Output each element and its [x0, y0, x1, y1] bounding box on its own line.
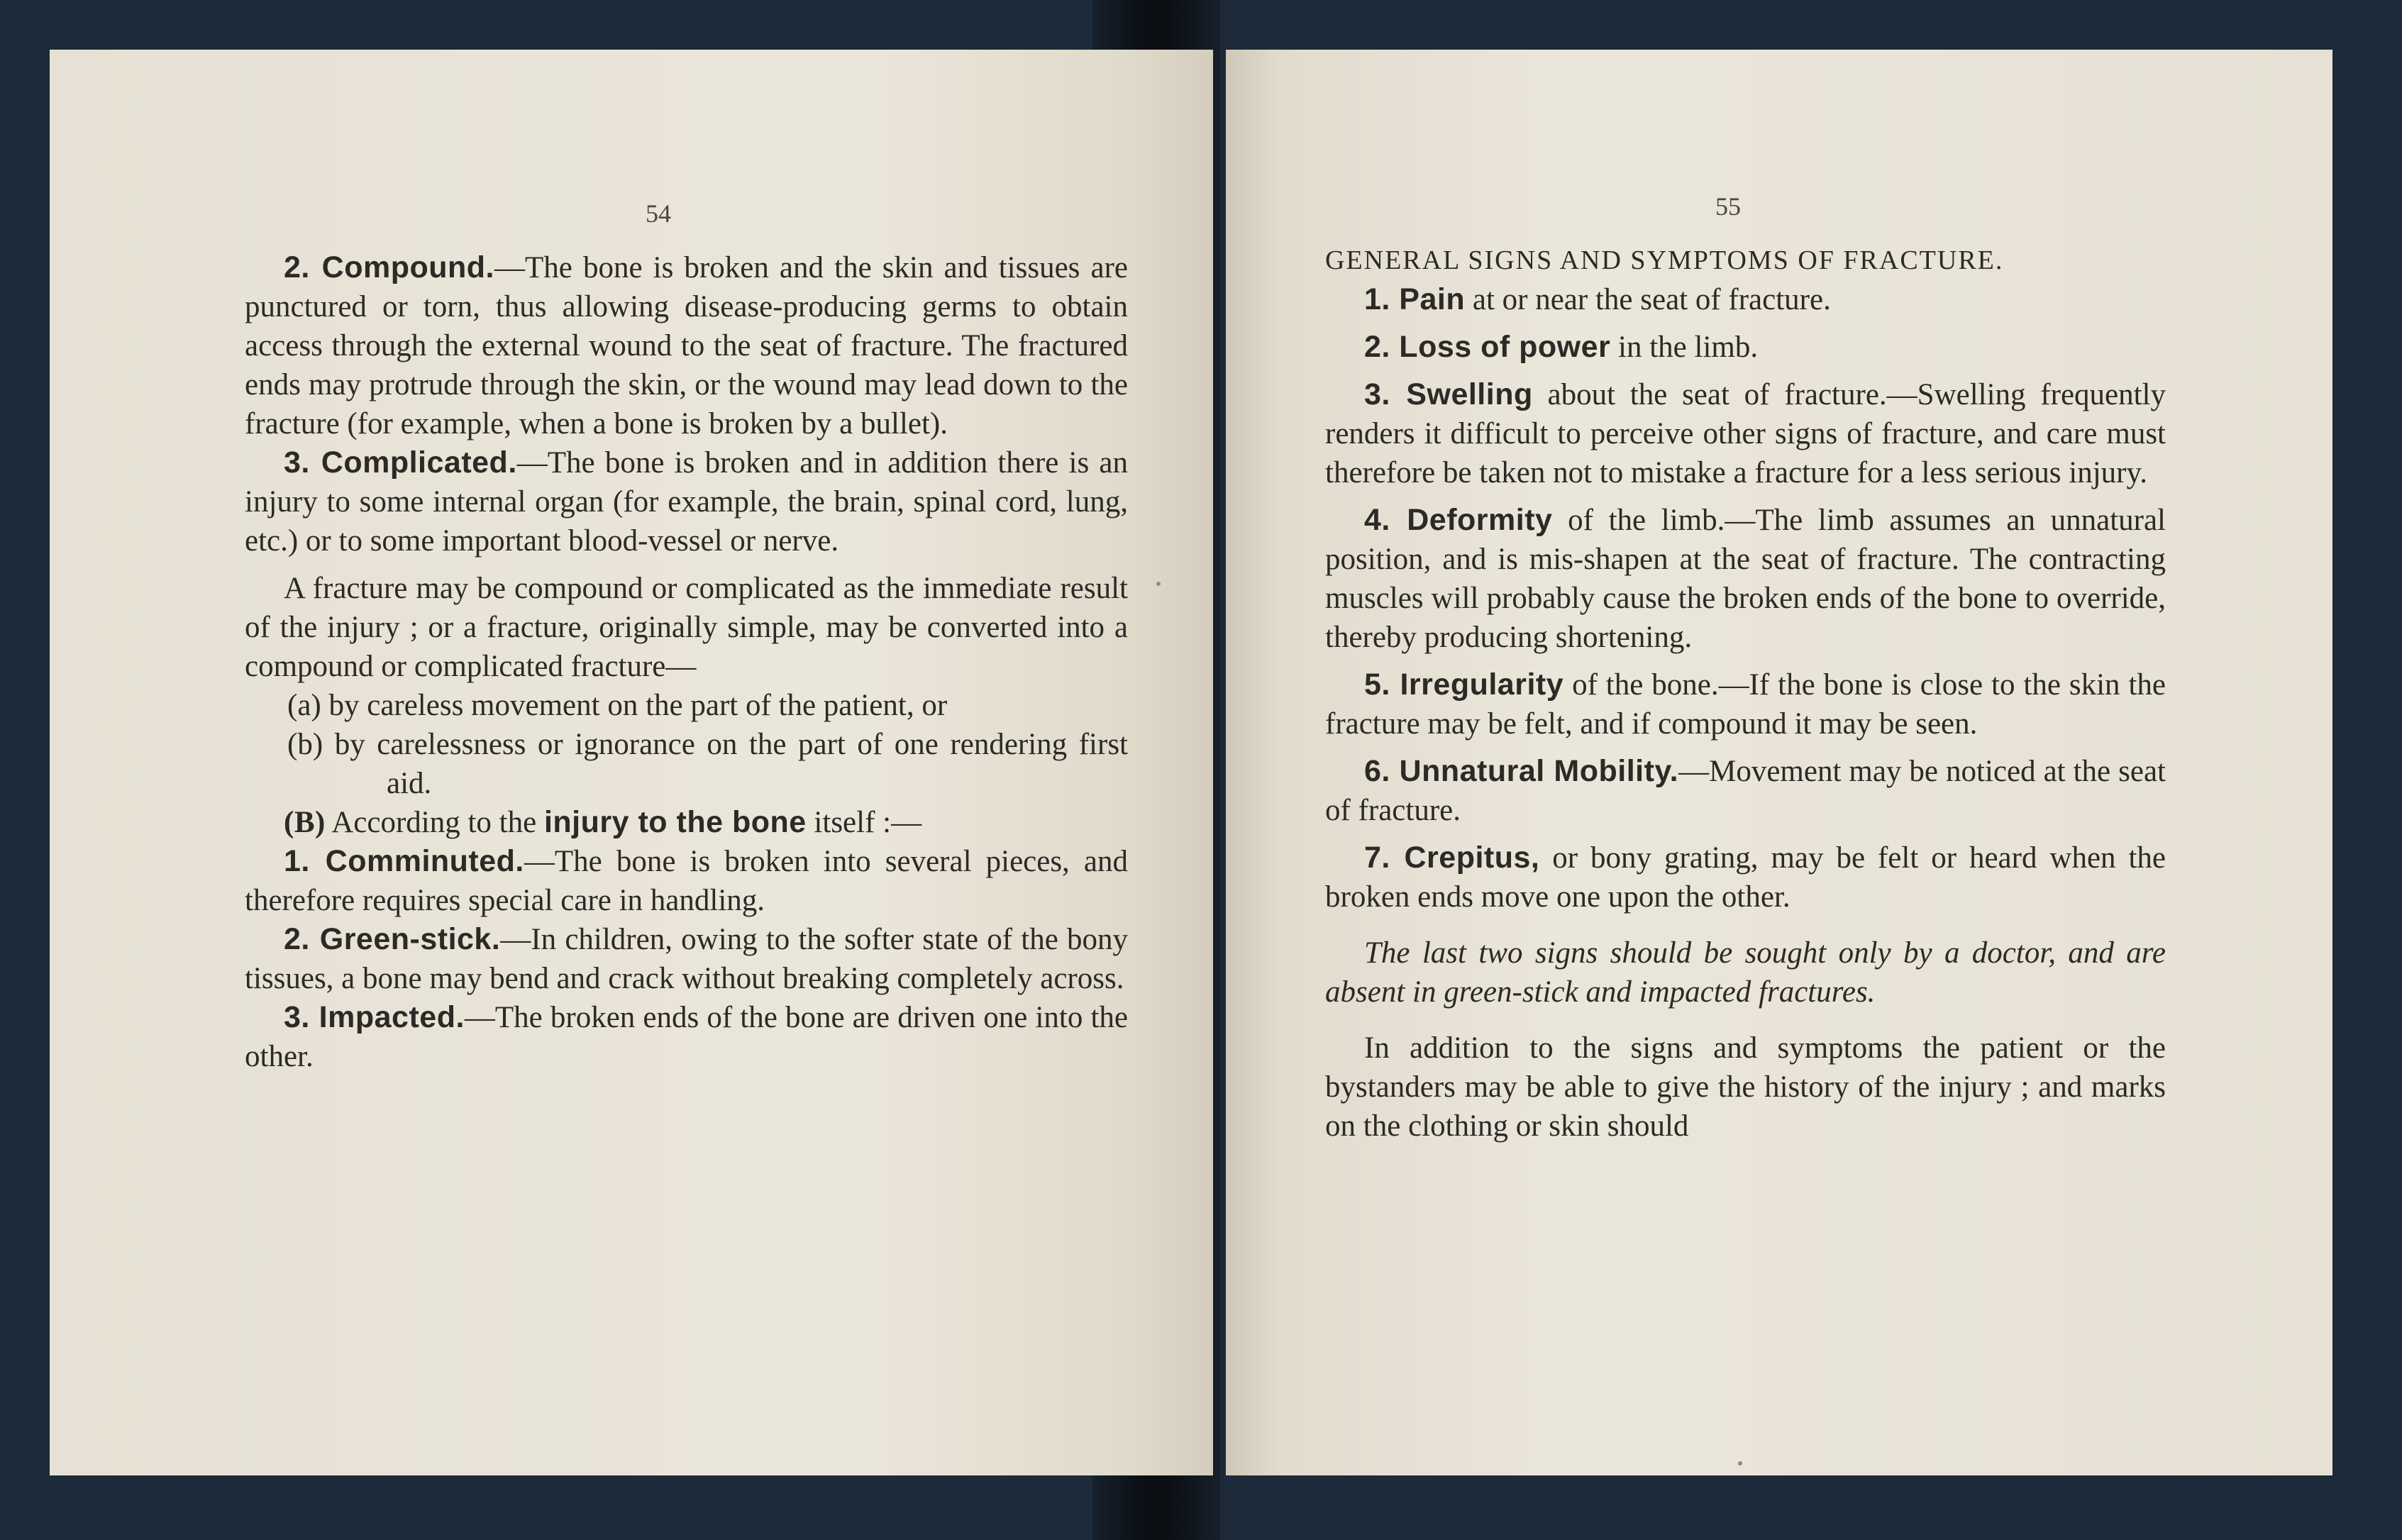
page-speck — [1738, 1461, 1742, 1466]
term-deformity: 4. Deformity — [1364, 503, 1553, 537]
paragraph-green-stick — [245, 920, 1128, 998]
paragraph-text: —The bone is broken and in addition there is an injury to some internal organ (for example, the brain, spinal cord, lung, etc.) or to some important blood-vessel or nerve. — [245, 446, 1129, 558]
term-green-stick: 2. Green-stick. — [284, 922, 501, 956]
paragraph-text: of the bone.—If the bone is close to the skin the fracture may be felt, and if compound it may be seen. — [1325, 668, 2166, 741]
paragraph-text: —Movement may be noticed at the seat of fracture. — [1325, 755, 2166, 827]
paragraph-impacted — [245, 998, 1128, 1076]
paragraph-text: —The bone is broken and the skin and tissues are punctured or torn, thus allowing disease-producing germs to obtain access through the external wound to the seat of fracture. The fractured ends may protrude through the skin, or the wound may lead down to the fracture (for example, when a bone is broken by a bullet). — [245, 251, 1129, 441]
right-page — [1226, 50, 2332, 1475]
sign-unnatural-mobility — [1325, 752, 2166, 830]
term-irregularity: 5. Irregularity — [1364, 667, 1564, 702]
paragraph-compound — [245, 248, 1128, 443]
sign-pain — [1325, 280, 2166, 319]
right-page-text — [1325, 241, 2166, 1146]
list-text: by carelessness or ignorance on the part of one rendering first aid. — [334, 728, 1128, 800]
paragraph-text: of the limb.—The limb assumes an unnatural position, and is mis-shapen at the seat of fracture. The contracting muscles will probably cause the broken ends of the bone to override, thereby producing shortening. — [1325, 504, 2166, 654]
italic-note: The last two signs should be sought only by a doctor, and are absent in green-stick and impacted fractures. — [1325, 936, 2166, 1009]
sign-loss-of-power — [1325, 328, 2166, 367]
left-page — [50, 50, 1213, 1475]
term-crepitus: 7. Crepitus, — [1364, 841, 1540, 875]
paragraph-closing: In addition to the signs and symptoms the patient or the bystanders may be able to give the history of the injury ; and marks on the clothing or skin should — [1325, 1031, 2166, 1143]
paragraph-complicated — [245, 443, 1128, 560]
paragraph-text: —In children, owing to the softer state of the bony tissues, a bone may bend and crack without breaking completely across. — [245, 923, 1128, 995]
paragraph-text: about the seat of fracture.—Swelling frequently renders it difficult to perceive other signs of fracture, and care must therefore be taken not to mistake a fracture for a less serious injury. — [1325, 378, 2166, 489]
section-label: (B) — [284, 806, 326, 839]
paragraph-comminuted — [245, 842, 1128, 920]
section-heading: GENERAL SIGNS AND SYMPTOMS OF FRACTURE. — [1325, 245, 2004, 275]
page-number-right: 55 — [1715, 192, 1741, 221]
list-item-a — [245, 686, 1128, 725]
paragraph-text: According to the — [331, 806, 537, 839]
sign-deformity — [1325, 501, 2166, 657]
paragraph-conversion: A fracture may be compound or complicated as the immediate result of the injury ; or a fracture, originally simple, may be converted into a compound or complicated fracture— — [245, 572, 1128, 683]
term-complicated: 3. Complicated. — [284, 445, 517, 480]
list-label: (a) — [287, 689, 321, 722]
paragraph-text: at or near the seat of fracture. — [1472, 283, 1831, 316]
page-speck — [1156, 582, 1161, 586]
paragraph-text: itself :— — [814, 806, 922, 839]
list-label: (b) — [287, 728, 323, 761]
term-unnatural-mobility: 6. Unnatural Mobility. — [1364, 754, 1679, 788]
term-loss-of-power: 2. Loss of power — [1364, 330, 1611, 364]
term-comminuted: 1. Comminuted. — [284, 844, 524, 878]
list-item-b — [245, 725, 1128, 803]
sign-swelling — [1325, 375, 2166, 492]
paragraph-section-b — [245, 803, 1128, 842]
paragraph-text: or bony grating, may be felt or heard when the broken ends move one upon the other. — [1325, 841, 2166, 914]
term-injury-to-bone: injury to the bone — [543, 805, 807, 839]
term-pain: 1. Pain — [1364, 282, 1466, 316]
paragraph-text: —The broken ends of the bone are driven one into the other. — [245, 1001, 1128, 1073]
term-impacted: 3. Impacted. — [284, 1000, 465, 1034]
term-swelling: 3. Swelling — [1364, 377, 1533, 411]
sign-crepitus — [1325, 838, 2166, 916]
paragraph-text: in the limb. — [1618, 331, 1759, 364]
sign-irregularity — [1325, 665, 2166, 743]
paragraph-text: —The bone is broken into several pieces, and therefore requires special care in handling. — [245, 845, 1128, 917]
page-number-left: 54 — [646, 199, 671, 228]
list-text: by careless movement on the part of the patient, or — [328, 689, 948, 722]
term-compound: 2. Compound. — [284, 250, 494, 284]
left-page-text — [245, 248, 1128, 1076]
